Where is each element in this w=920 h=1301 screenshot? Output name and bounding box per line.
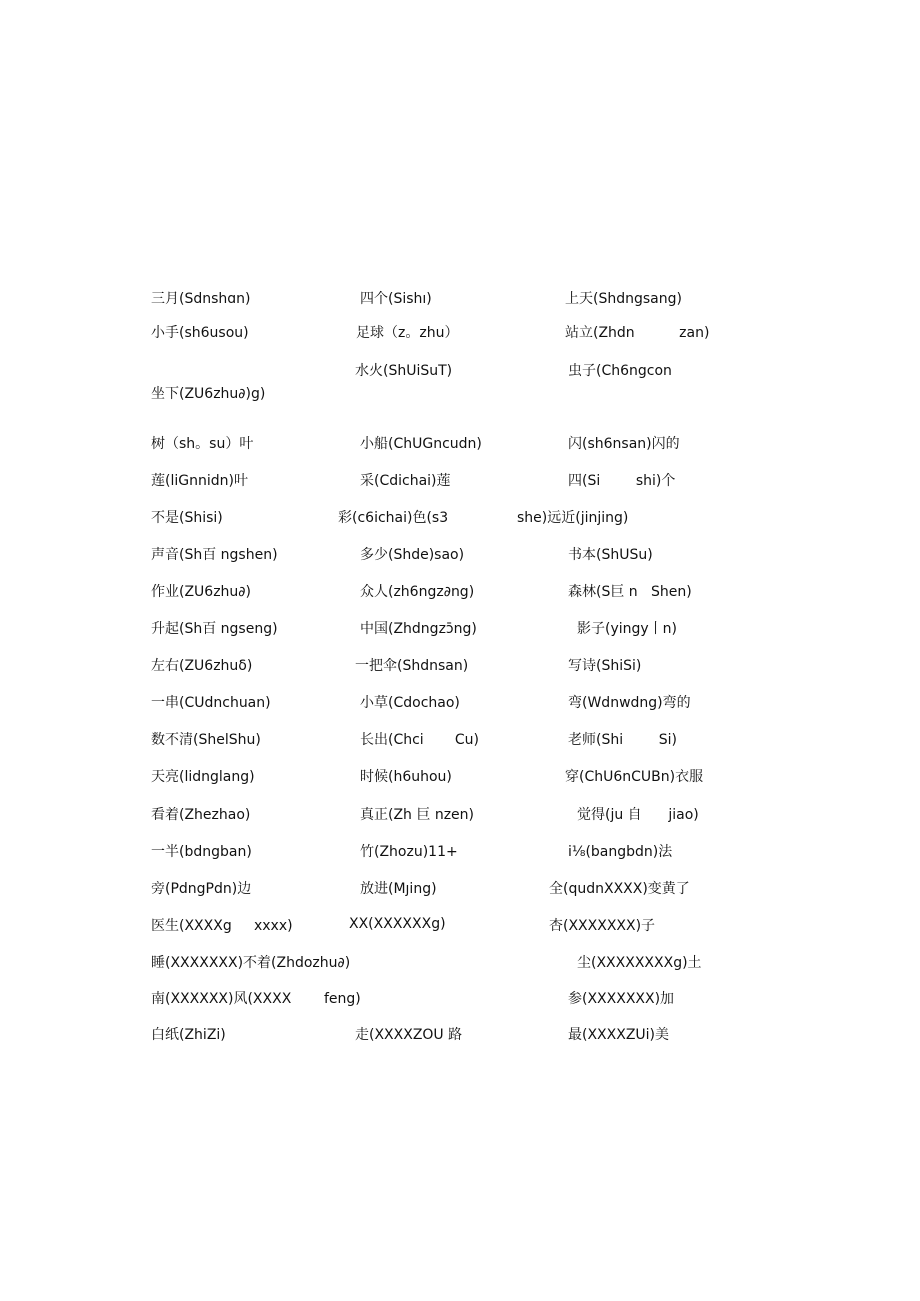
word-entry: 医生(XXXXg xxxx): [151, 918, 293, 934]
word-entry: 参(XXXXXXX)加: [568, 991, 675, 1007]
word-entry: 穿(ChU6nCUBn)衣服: [565, 769, 704, 785]
word-entry: 小船(ChUGncudn): [360, 436, 482, 452]
word-entry: 足球（z。zhu）: [356, 325, 459, 341]
word-entry: 放进(Mȷing): [360, 881, 437, 897]
word-entry: 虫子(Ch6ngcon: [568, 363, 672, 379]
word-entry: 站立(Zhdn zan): [565, 325, 710, 341]
word-entry: 三月(Sdnshɑn): [151, 291, 251, 307]
word-entry: 森林(S巨 n Shen): [568, 584, 692, 600]
word-entry: 小草(Cdochao): [360, 695, 460, 711]
word-entry: 竹(Zhozu)11+: [360, 844, 458, 860]
word-entry: she)远近(jinjing): [517, 510, 629, 526]
word-entry: 水火(ShUiSuT): [355, 363, 453, 379]
word-entry: i⅛(bangbdn)法: [568, 844, 673, 860]
word-entry: 弯(Wdnwdng)弯的: [568, 695, 691, 711]
word-entry: feng): [324, 991, 361, 1007]
word-entry: 闪(sh6nsan)闪的: [568, 436, 680, 452]
word-entry: 影子(yingy丨n): [577, 621, 678, 637]
word-entry: 时候(h6uhou): [360, 769, 452, 785]
word-entry: 数不清(ShelShu): [151, 732, 261, 748]
word-entry: 众人(zh6ngz∂ng): [360, 584, 475, 600]
word-entry: 小手(sh6usou): [151, 325, 249, 341]
word-entry: 一把伞(Shdnsan): [355, 658, 469, 674]
word-entry: 走(XXXXZOU 路: [355, 1027, 463, 1043]
word-entry: 不是(Shisi): [151, 510, 223, 526]
word-entry: 天亮(lidnglang): [151, 769, 255, 785]
word-entry: 声音(Sh百 ngshen): [151, 547, 278, 563]
word-entry: 一半(bdngban): [151, 844, 252, 860]
word-entry: 莲(liGnnidn)叶: [151, 473, 248, 489]
word-entry: 看着(Zhezhao): [151, 807, 251, 823]
word-entry: 长出(Chci Cu): [360, 732, 479, 748]
word-entry: 书本(ShUSu): [568, 547, 653, 563]
word-entry: 四(Si shi)个: [568, 473, 676, 489]
word-entry: 白纸(ZhiZi): [151, 1027, 226, 1043]
word-entry: 写诗(ShiSi): [568, 658, 642, 674]
word-entry: 真正(Zh 巨 nzen): [360, 807, 474, 823]
word-entry: 上天(Shdngsang): [565, 291, 682, 307]
word-entry: XX(XXXXXXg): [349, 916, 446, 932]
word-entry: 全(qudnXXXX)变黄了: [549, 881, 690, 897]
word-entry: 一串(CUdnchuan): [151, 695, 271, 711]
word-entry: 彩(c6ichai)色(s3: [338, 510, 449, 526]
word-entry: 老师(Shi Si): [568, 732, 677, 748]
word-entry: 作业(ZU6zhu∂): [151, 584, 252, 600]
word-entry: 南(XXXXXX)风(XXXX: [151, 991, 292, 1007]
word-entry: 睡(XXXXXXX)不着(Zhdozhu∂): [151, 955, 351, 971]
word-entry: 旁(PdngPdn)边: [151, 881, 252, 897]
word-entry: 坐下(ZU6zhu∂)g): [151, 386, 266, 402]
word-entry: 最(XXXXZUi)美: [568, 1027, 670, 1043]
word-entry: 杏(XXXXXXX)子: [549, 918, 656, 934]
word-entry: 树（sh。su）叶: [151, 436, 254, 452]
word-entry: 多少(Shde)sao): [360, 547, 465, 563]
word-entry: 左右(ZU6zhuδ): [151, 658, 253, 674]
word-entry: 升起(Sh百 ngseng): [151, 621, 278, 637]
word-entry: 觉得(ju 自 jiao): [577, 807, 699, 823]
word-entry: 四个(Sishı): [360, 291, 432, 307]
word-entry: 中国(Zhdngzɔ̄ng): [360, 621, 477, 637]
word-entry: 采(Cdichai)莲: [360, 473, 451, 489]
word-entry: 尘(XXXXXXXXg)土: [577, 955, 702, 971]
